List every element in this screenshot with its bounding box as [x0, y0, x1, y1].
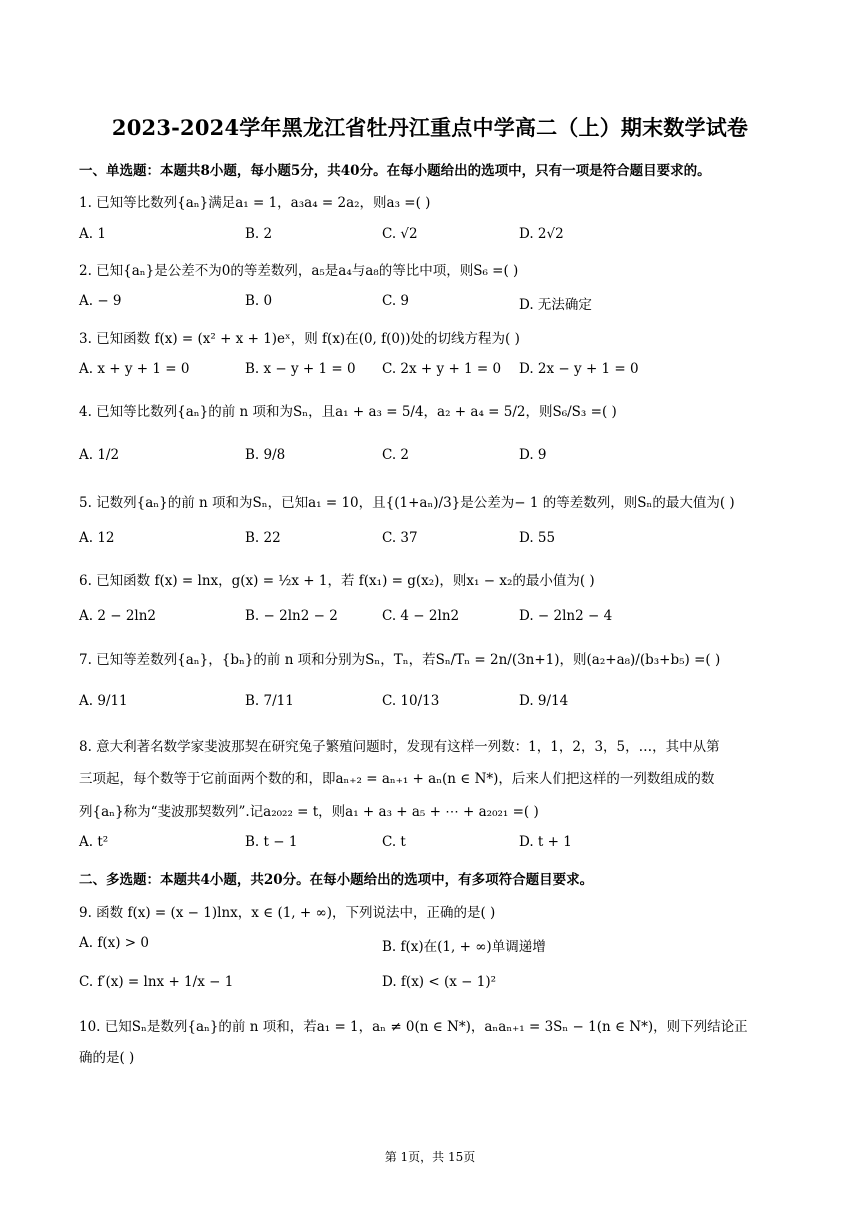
q7-option-c: C. 10/13 [382, 693, 440, 709]
q6-option-b: B. − 2ln2 − 2 [245, 608, 338, 624]
q8-option-c: C. t [382, 834, 406, 850]
q9-option-d: D. f(x) < (x − 1)² [382, 974, 497, 990]
q6-option-c: C. 4 − 2ln2 [382, 608, 460, 624]
section-single-choice: 一、单选题：本题共8小题，每小题5分，共40分。在每小题给出的选项中，只有一项是符合题目要求的。 [79, 163, 711, 179]
question-9: 9. 函数 f(x) = (x − 1)lnx，x ∈ (1, + ∞)，下列说法中，正确的是( ) [79, 905, 496, 921]
question-8-line-2: 三项起，每个数等于它前面两个数的和，即aₙ₊₂ = aₙ₊₁ + aₙ(n ∈ N*)，后来人们把这样的一列数组成的数 [79, 771, 715, 787]
question-2: 2. 已知{aₙ}是公差不为0的等差数列，a₅是a₄与a₈的等比中项，则S₆ =( ) [79, 263, 519, 279]
q3-option-b: B. x − y + 1 = 0 [245, 361, 356, 377]
exam-title: 2023-2024学年黑龙江省牡丹江重点中学高二（上）期末数学试卷 [111, 115, 749, 140]
q5-option-b: B. 22 [245, 530, 281, 546]
question-6: 6. 已知函数 f(x) = lnx，g(x) = ½x + 1，若 f(x₁) = g(x₂)，则x₁ − x₂的最小值为( ) [79, 573, 595, 589]
q1-option-d: D. 2√2 [519, 226, 564, 242]
q8-option-d: D. t + 1 [519, 834, 572, 850]
question-5: 5. 记数列{aₙ}的前 n 项和为Sₙ，已知a₁ = 10，且{(1+aₙ)/3}是公差为− 1 的等差数列，则Sₙ的最大值为( ) [79, 495, 735, 511]
q7-option-d: D. 9/14 [519, 693, 569, 709]
q4-option-b: B. 9/8 [245, 447, 286, 463]
question-10: 10. 已知Sₙ是数列{aₙ}的前 n 项和，若a₁ = 1，aₙ ≠ 0(n ∈ N*)，aₙaₙ₊₁ = 3Sₙ − 1(n ∈ N*)，则下列结论正 [79, 1019, 748, 1035]
q7-option-a: A. 9/11 [79, 693, 128, 709]
q3-option-c: C. 2x + y + 1 = 0 [382, 361, 502, 377]
question-10-line-2: 确的是( ) [79, 1050, 135, 1066]
q4-option-a: A. 1/2 [79, 447, 120, 463]
q8-option-a: A. t² [79, 834, 109, 850]
q2-option-a: A. − 9 [79, 293, 122, 309]
q3-option-d: D. 2x − y + 1 = 0 [519, 361, 639, 377]
q1-option-c: C. √2 [382, 226, 418, 242]
q6-option-d: D. − 2ln2 − 4 [519, 608, 613, 624]
q9-option-c: C. f′(x) = lnx + 1/x − 1 [79, 974, 234, 990]
q1-option-a: A. 1 [79, 226, 106, 242]
q9-option-b: B. f(x)在(1, + ∞)单调递增 [382, 939, 546, 955]
section-multiple-choice: 二、多选题：本题共4小题，共20分。在每小题给出的选项中，有多项符合题目要求。 [79, 872, 594, 888]
q7-option-b: B. 7/11 [245, 693, 294, 709]
q2-option-c: C. 9 [382, 293, 410, 309]
question-8-line-3: 列{aₙ}称为“斐波那契数列”.记a₂₀₂₂ = t，则a₁ + a₃ + a₅ + ⋯ + a₂₀₂₁ =( ) [79, 804, 539, 820]
q5-option-d: D. 55 [519, 530, 556, 546]
q8-option-b: B. t − 1 [245, 834, 298, 850]
q5-option-c: C. 37 [382, 530, 418, 546]
q6-option-a: A. 2 − 2ln2 [79, 608, 157, 624]
q4-option-d: D. 9 [519, 447, 547, 463]
q3-option-a: A. x + y + 1 = 0 [79, 361, 190, 377]
question-3: 3. 已知函数 f(x) = (x² + x + 1)eˣ，则 f(x)在(0, f(0))处的切线方程为( ) [79, 331, 520, 347]
q2-option-d: D. 无法确定 [519, 297, 592, 313]
page-footer: 第 1页，共 15页 [384, 1150, 476, 1164]
question-1: 1. 已知等比数列{aₙ}满足a₁ = 1，a₃a₄ = 2a₂，则a₃ =( ) [79, 195, 431, 211]
q5-option-a: A. 12 [79, 530, 115, 546]
question-4: 4. 已知等比数列{aₙ}的前 n 项和为Sₙ，且a₁ + a₃ = 5/4，a₂ + a₄ = 5/2，则S₆/S₃ =( ) [79, 404, 617, 420]
q1-option-b: B. 2 [245, 226, 273, 242]
q4-option-c: C. 2 [382, 447, 410, 463]
question-7: 7. 已知等差数列{aₙ}，{bₙ}的前 n 项和分别为Sₙ，Tₙ，若Sₙ/Tₙ = 2n/(3n+1)，则(a₂+a₈)/(b₃+b₅) =( ) [79, 652, 721, 668]
question-8: 8. 意大利著名数学家斐波那契在研究兔子繁殖问题时，发现有这样一列数：1，1，2，3，5，…，其中从第 [79, 739, 720, 755]
q2-option-b: B. 0 [245, 293, 273, 309]
q9-option-a: A. f(x) > 0 [79, 935, 149, 951]
